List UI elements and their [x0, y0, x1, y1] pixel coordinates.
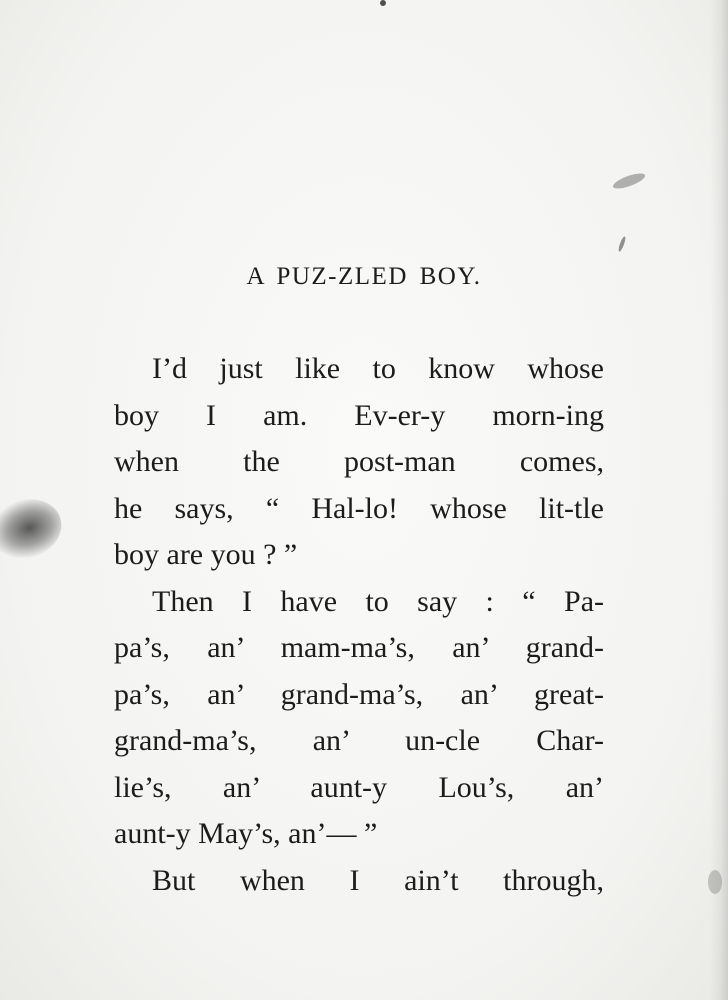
text-line: pa’s, an’ grand-ma’s, an’ great- — [114, 677, 604, 711]
ink-speck — [611, 170, 646, 191]
page-title: A PUZ-ZLED BOY. — [246, 263, 482, 290]
ink-speck — [617, 236, 626, 252]
text-line: Then I have to say : “ Pa- — [152, 584, 604, 618]
text-line: he says, “ Hal-lo! whose lit-tle — [114, 491, 604, 525]
text-line: I’d just like to know whose — [152, 352, 604, 385]
text-line: aunt-y May’s, an’— ” — [114, 817, 378, 850]
page-edge-shadow — [710, 0, 728, 1000]
text-line: But when I ain’t through, — [152, 863, 604, 897]
text-line: boy I am. Ev-er-y morn-ing — [114, 398, 604, 432]
ink-speck — [708, 870, 722, 894]
story-text — [114, 346, 604, 904]
text-line: when the post-man comes, — [114, 445, 604, 478]
text-line: boy are you ? ” — [114, 538, 298, 571]
text-line: pa’s, an’ mam-ma’s, an’ grand- — [114, 631, 604, 664]
ink-speck — [380, 0, 386, 6]
ink-smudge — [0, 490, 69, 567]
text-line: grand-ma’s, an’ un-cle Char- — [114, 724, 604, 757]
text-line: lie’s, an’ aunt-y Lou’s, an’ — [114, 770, 604, 804]
